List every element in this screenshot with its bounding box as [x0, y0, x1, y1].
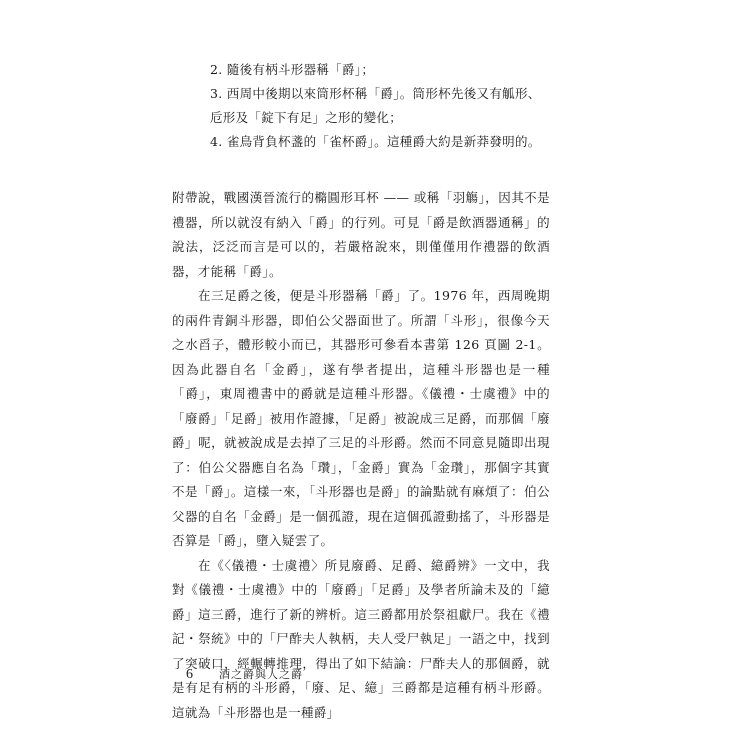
list-item-line: 4. 雀鳥背負杯盞的「雀杯爵」。這種爵大約是新莽發明的。: [210, 134, 541, 149]
body-text: [172, 186, 550, 725]
list-item-2: [210, 58, 550, 82]
list-item-line-continued: 卮形及「錠下有足」之形的變化；: [210, 110, 403, 125]
list-item-4: [210, 130, 550, 154]
running-title: 酒之爵與人之爵: [219, 668, 303, 681]
page-number: 6: [186, 667, 193, 682]
list-item-line: 2. 隨後有柄斗形器稱「爵」；: [210, 62, 375, 77]
paragraph-2: 在三足爵之後，便是斗形器稱「爵」了。1976 年，西周晚期的兩件青銅斗形器，即伯公父器面世了。所謂「斗形」，很像今天之水舀子，體形較小而已，其器形可參看本書第 126 頁圖 2-1。因為此器自名「金爵」，遂有學者提出，這種斗形器也是一種「爵」，東周禮書中的爵就是這種斗形器。《儀禮・士虞禮》中的「廢爵」「足爵」被用作證據，「足爵」被說成三足爵，而那個「廢爵」呢，就被說成是去掉了三足的斗形爵。然而不同意見隨即出現了：伯公父器應自名為「瓚」，「金爵」實為「金瓚」，那個字其實不是「爵」。這樣一來，「斗形器也是爵」的論點就有麻煩了：伯公父器的自名「金爵」是一個孤證，現在這個孤證動搖了，斗形器是否算是「爵」，墮入疑雲了。: [172, 288, 550, 548]
paragraph-3: 在《〈儀禮・士虞禮〉所見廢爵、足爵、繶爵辨》一文中，我對《儀禮・士虞禮》中的「廢爵」「足爵」及學者所論未及的「繶爵」這三爵，進行了新的辨析。這三爵都用於祭祖獻尸。我在《禮記・祭統》中的「尸酢夫人執柄，夫人受尸執足」一語之中，找到了突破口，經輾轉推理，得出了如下結論：尸酢夫人的那個爵，就是有足有柄的斗形爵，「廢、足、繶」三爵都是這種有柄斗形爵。這就為「斗形器也是一種爵」: [172, 557, 550, 720]
list-item-line: 3. 西周中後期以來筒形杯稱「爵」。筒形杯先後又有觚形、: [210, 86, 541, 101]
numbered-list: [210, 58, 550, 154]
paragraph-1: 附帶說，戰國漢晉流行的橢圓形耳杯 —— 或稱「羽觴」，因其不是禮器，所以就沒有納入「爵」的行列。可見「爵是飲酒器通稱」的說法，泛泛而言是可以的，若嚴格說來，則僅僅用作禮器的飲酒器，才能稱「爵」。: [172, 190, 550, 279]
list-item-3: [210, 82, 550, 130]
page-footer: [186, 666, 486, 686]
